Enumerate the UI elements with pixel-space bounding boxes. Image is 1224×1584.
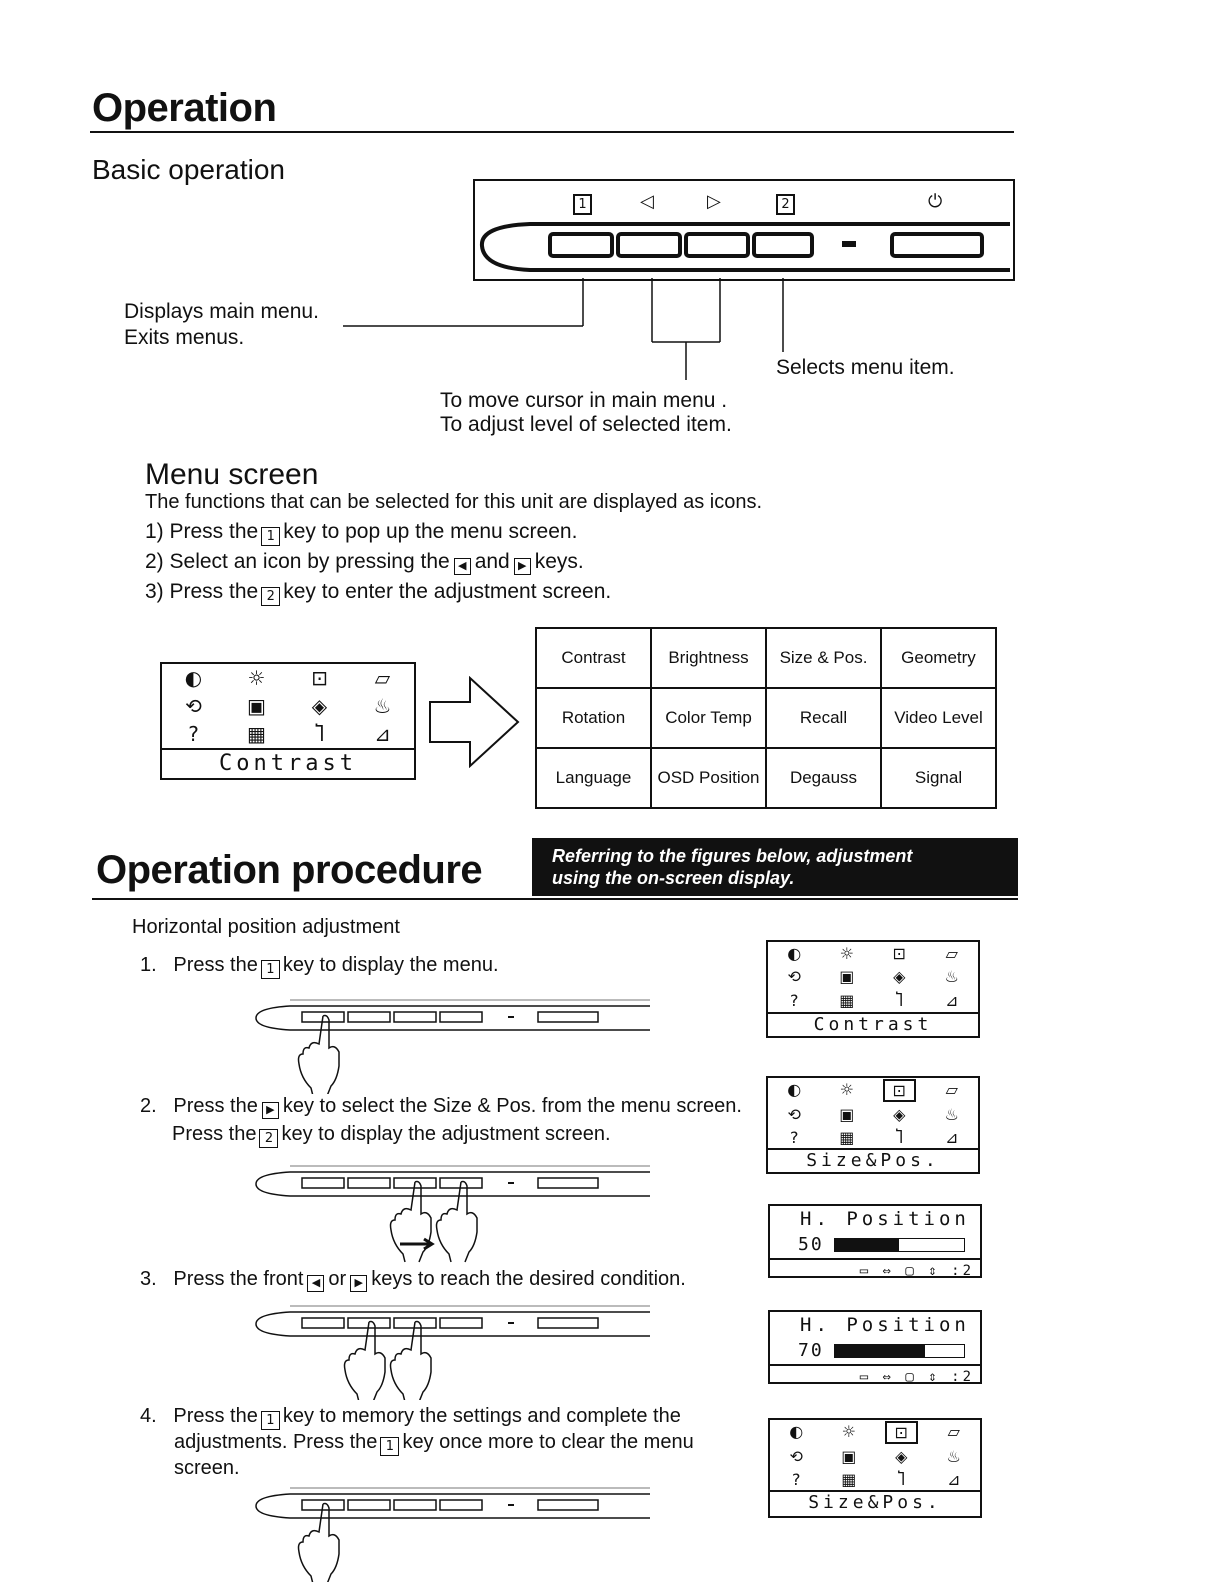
osd-side-2 xyxy=(766,1076,980,1174)
panel-power-key xyxy=(538,1178,598,1188)
osd-side-1 xyxy=(766,940,980,1038)
hpos-fill xyxy=(834,1345,925,1357)
key-2-icon: 2 xyxy=(259,1129,278,1148)
function-cell: OSD Position xyxy=(651,748,766,808)
right-arrow-icon: ▷ xyxy=(707,191,721,212)
menu-step-2: 2) Select an icon by pressing the ◀ and ▶ keys. xyxy=(145,550,584,573)
hand-icon xyxy=(299,1016,340,1095)
recall-icon: ◈ xyxy=(895,1447,908,1466)
panel-key-labels xyxy=(570,191,970,218)
rotation-icon: ⟲ xyxy=(789,1447,803,1466)
size-pos-icon: ⊡ xyxy=(892,944,906,963)
osd-icon-grid xyxy=(768,1078,978,1148)
hpos-label: H. Position xyxy=(800,1208,970,1230)
osd-position-icon: ▦ xyxy=(247,722,266,746)
hand-icon xyxy=(391,1322,432,1401)
hpos-footer-icons: ▭ ⇔ ▢ ⇕ xyxy=(859,1263,952,1279)
language-icon: ? xyxy=(790,1128,799,1147)
degauss-icon: Ⴈ xyxy=(314,722,325,746)
right-key-icon: ▶ xyxy=(262,1102,279,1119)
degauss-icon: Ⴈ xyxy=(895,990,903,1010)
panel-key xyxy=(348,1500,390,1510)
geometry-icon: ▱ xyxy=(947,1422,960,1441)
arrow-right-icon xyxy=(428,676,522,768)
panel-outline xyxy=(256,1312,650,1336)
video-level-icon: ♨ xyxy=(373,694,392,718)
function-table xyxy=(535,627,997,809)
panel-outline xyxy=(256,1172,650,1196)
key-1-icon: 1 xyxy=(261,1411,280,1430)
key-1-icon: 1 xyxy=(380,1437,399,1456)
panel-power-key xyxy=(538,1318,598,1328)
language-icon: ? xyxy=(792,1470,801,1489)
geometry-icon: ▱ xyxy=(945,944,958,963)
function-cell: Video Level xyxy=(881,688,996,748)
left-key-icon: ◀ xyxy=(454,558,471,575)
callout-menu-key-1: Displays main menu. xyxy=(124,300,319,323)
function-cell: Rotation xyxy=(536,688,651,748)
hpos-footer-icons: ▭ ⇔ ▢ ⇕ xyxy=(859,1369,952,1385)
hpos-fill xyxy=(834,1239,899,1251)
panel-mini-step2 xyxy=(250,1150,660,1265)
power-icon: ⏻ xyxy=(928,191,943,212)
key-1-label: 1 xyxy=(573,194,592,215)
recall-icon: ◈ xyxy=(311,694,328,718)
size-pos-icon: ⊡ xyxy=(885,1421,918,1444)
signal-icon: ⊿ xyxy=(945,990,959,1010)
contrast-icon: ◐ xyxy=(787,1080,802,1099)
menu-step-1: 1) Press the 1 key to pop up the menu screen. xyxy=(145,520,578,544)
size-pos-icon: ⊡ xyxy=(311,666,328,690)
key-2-label: 2 xyxy=(776,194,795,215)
step-4-text-1: 4. Press the 1 key to memory the settings and complete the xyxy=(140,1405,681,1428)
color-temp-icon: ▣ xyxy=(839,1105,855,1124)
left-key-icon: ◀ xyxy=(307,1275,324,1292)
panel-mini-step4 xyxy=(250,1472,660,1582)
degauss-icon: Ⴈ xyxy=(895,1128,903,1147)
callout-select-key: Selects menu item. xyxy=(776,356,955,379)
brightness-icon: ☼ xyxy=(841,1422,856,1441)
hpos-bar xyxy=(834,1238,965,1252)
osd-position-icon: ▦ xyxy=(839,1128,855,1147)
recall-icon: ◈ xyxy=(893,1105,906,1124)
callout-arrow-keys-2: To adjust level of selected item. xyxy=(440,413,732,436)
step-3-text: 3. Press the front ◀ or ▶ keys to reach the desired condition. xyxy=(140,1268,686,1290)
language-icon: ? xyxy=(188,722,199,746)
function-cell: Recall xyxy=(766,688,881,748)
contrast-icon: ◐ xyxy=(184,666,203,690)
hand-icon xyxy=(345,1322,386,1401)
video-level-icon: ♨ xyxy=(946,1447,961,1466)
recall-icon: ◈ xyxy=(893,967,906,987)
procedure-rule xyxy=(92,898,1018,900)
brightness-icon: ☼ xyxy=(839,944,854,963)
move-arrow-icon xyxy=(400,1239,432,1249)
title-rule xyxy=(90,131,1014,133)
osd-side-caption: Size&Pos. xyxy=(768,1148,978,1172)
page-title: Operation xyxy=(92,86,277,130)
rotation-icon: ⟲ xyxy=(185,694,202,718)
function-cell: Language xyxy=(536,748,651,808)
right-key-icon: ▶ xyxy=(514,558,531,575)
function-cell: Brightness xyxy=(651,628,766,688)
panel-key xyxy=(348,1012,390,1022)
osd-icon-grid xyxy=(162,664,414,748)
hpos-footer: ▭ ⇔ ▢ ⇕ :2 xyxy=(770,1258,980,1282)
contrast-icon: ◐ xyxy=(787,944,802,963)
left-arrow-icon: ◁ xyxy=(640,191,654,212)
function-cell: Color Temp xyxy=(651,688,766,748)
step-2-text-2: Press the 2 key to display the adjustment screen. xyxy=(172,1123,611,1146)
panel-outline xyxy=(256,1006,650,1030)
function-cell: Size & Pos. xyxy=(766,628,881,688)
geometry-icon: ▱ xyxy=(945,1080,958,1099)
brightness-icon: ☼ xyxy=(839,1080,854,1099)
video-level-icon: ♨ xyxy=(944,1105,959,1124)
hpos-label: H. Position xyxy=(800,1314,970,1336)
panel-key xyxy=(440,1318,482,1328)
hpos-footer: ▭ ⇔ ▢ ⇕ :2 xyxy=(770,1364,980,1388)
hpos-value: 70 xyxy=(798,1340,824,1361)
function-cell: Signal xyxy=(881,748,996,808)
osd-side-4 xyxy=(768,1418,982,1518)
osd-icon-grid xyxy=(770,1420,980,1490)
key-2-icon: 2 xyxy=(261,587,280,606)
hpos-screen-b xyxy=(768,1310,982,1384)
panel-key xyxy=(440,1500,482,1510)
callout-arrow-keys-1: To move cursor in main menu . xyxy=(440,389,728,412)
hand-icon xyxy=(299,1504,340,1583)
signal-icon: ⊿ xyxy=(374,722,391,746)
right-key-icon: ▶ xyxy=(350,1275,367,1292)
key-1-icon: 1 xyxy=(261,960,280,979)
panel-power-key xyxy=(538,1012,598,1022)
step-2-text-1: 2. Press the ▶ key to select the Size & Pos. from the menu screen. xyxy=(140,1095,742,1117)
menu-step-3: 3) Press the 2 key to enter the adjustment screen. xyxy=(145,580,612,604)
function-cell: Geometry xyxy=(881,628,996,688)
hpos-screen-a xyxy=(768,1204,982,1278)
brightness-icon: ☼ xyxy=(247,666,266,690)
menu-screen-heading: Menu screen xyxy=(145,458,319,491)
section-title-procedure: Operation procedure xyxy=(96,848,483,892)
hpos-bar xyxy=(834,1344,965,1358)
osd-position-icon: ▦ xyxy=(839,990,855,1010)
color-temp-icon: ▣ xyxy=(841,1447,857,1466)
rotation-icon: ⟲ xyxy=(787,967,801,987)
panel-outline xyxy=(256,1494,650,1518)
step-1-text: 1. Press the 1 key to display the menu. xyxy=(140,954,499,977)
key-1-icon: 1 xyxy=(261,527,280,546)
step-4-text-2: adjustments. Press the 1 key once more to clear the menu xyxy=(174,1431,694,1454)
language-icon: ? xyxy=(790,990,799,1010)
osd-side-caption: Size&Pos. xyxy=(770,1490,980,1514)
signal-icon: ⊿ xyxy=(947,1470,961,1489)
osd-icon-grid xyxy=(768,942,978,1012)
panel-mini-step3 xyxy=(250,1290,660,1400)
panel-key xyxy=(348,1178,390,1188)
osd-position-icon: ▦ xyxy=(841,1470,857,1489)
hand-icon xyxy=(437,1182,478,1263)
function-cell: Contrast xyxy=(536,628,651,688)
geometry-icon: ▱ xyxy=(374,666,391,690)
callout-menu-key-2: Exits menus. xyxy=(124,326,245,349)
color-temp-icon: ▣ xyxy=(839,967,855,987)
subtitle-basic-operation: Basic operation xyxy=(92,154,286,185)
procedure-subheading: Horizontal position adjustment xyxy=(132,916,400,938)
contrast-icon: ◐ xyxy=(789,1422,804,1441)
step-4-text-3: screen. xyxy=(174,1457,240,1479)
rotation-icon: ⟲ xyxy=(787,1105,801,1124)
video-level-icon: ♨ xyxy=(944,967,959,987)
panel-key xyxy=(302,1178,344,1188)
size-pos-icon: ⊡ xyxy=(883,1079,916,1102)
panel-power-key xyxy=(538,1500,598,1510)
hpos-value: 50 xyxy=(798,1234,824,1255)
osd-menu-caption: Contrast xyxy=(162,748,414,778)
procedure-banner: Referring to the figures below, adjustment using the on-screen display. xyxy=(532,838,1018,896)
panel-key xyxy=(302,1318,344,1328)
panel-key xyxy=(394,1500,436,1510)
panel-key xyxy=(440,1012,482,1022)
color-temp-icon: ▣ xyxy=(247,694,266,718)
osd-side-caption: Contrast xyxy=(768,1012,978,1036)
function-cell: Degauss xyxy=(766,748,881,808)
menu-screen-intro: The functions that can be selected for this unit are displayed as icons. xyxy=(145,491,763,513)
panel-mini-step1 xyxy=(250,984,660,1094)
panel-key xyxy=(394,1012,436,1022)
osd-menu-main xyxy=(160,662,416,780)
degauss-icon: Ⴈ xyxy=(897,1470,905,1489)
signal-icon: ⊿ xyxy=(945,1128,959,1147)
